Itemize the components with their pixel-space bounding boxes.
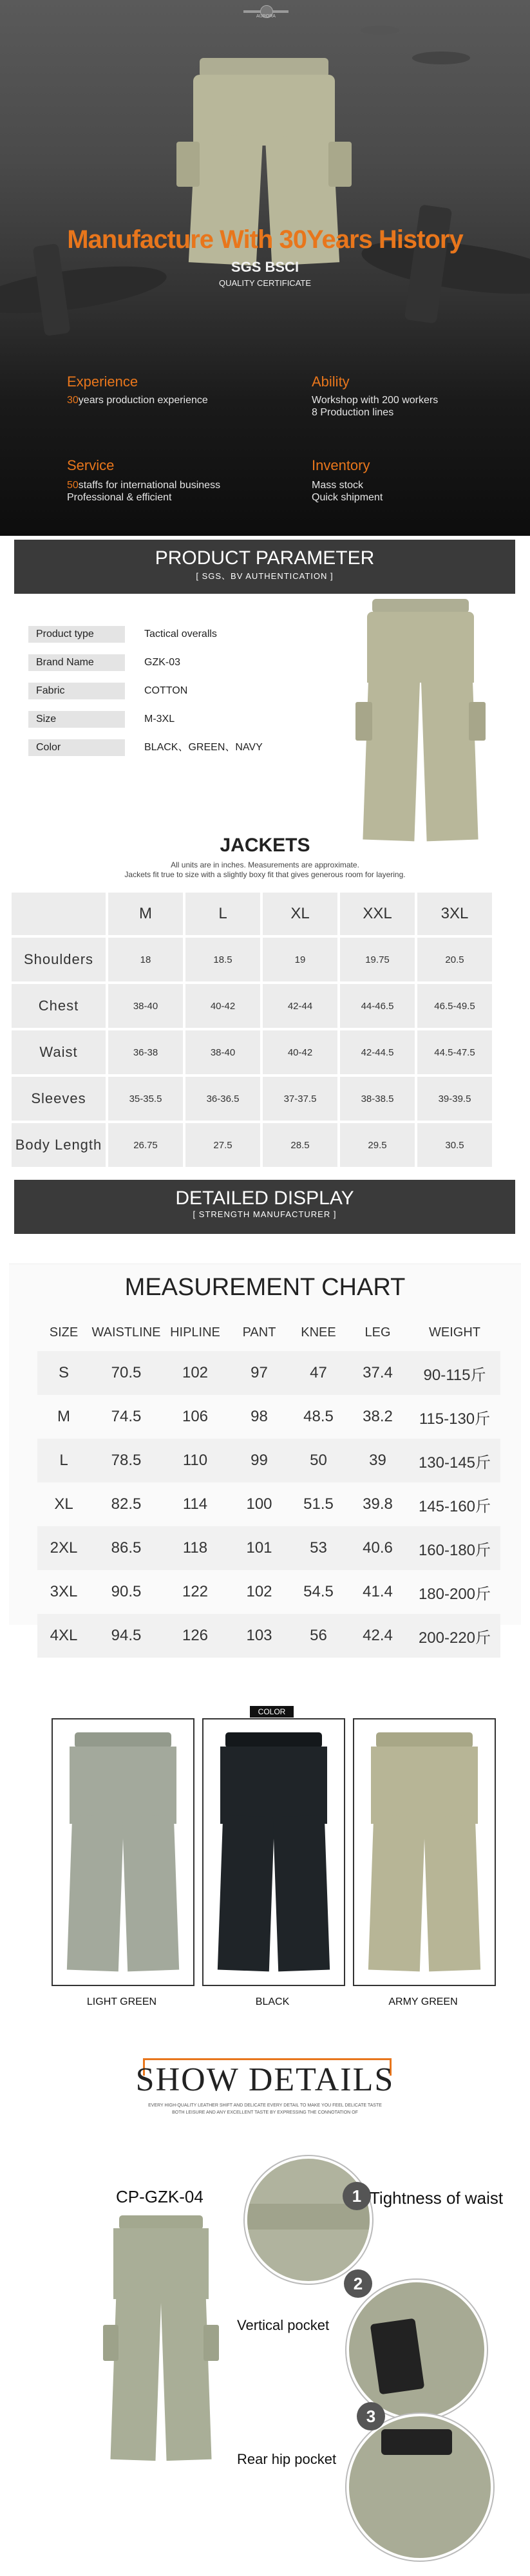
model-number: CP-GZK-04 — [116, 2187, 203, 2206]
jackets-size-table: M L XL XXL 3XL Shoulders 18 18.5 19 19.75 20.5 Chest 38-40 40-42 42-44 44-46.5 46.5-49.5 Waist 36-38 38-40 40-42 42-44.5 44.5-47.5 Sleeves 35-35.5 36-36.5 37-37.5 38-38.5 39-39.5 Body Length 26.75 27.5 28.5 29.5 30.5 — [9, 890, 495, 1170]
color-card-army-green — [353, 1718, 496, 1986]
measurement-chart-title: MEASUREMENT CHART — [124, 1274, 406, 1301]
color-caption-black: BLACK — [255, 1996, 290, 2007]
detail-circle-vertical-pocket — [346, 2280, 487, 2420]
cert-subtitle: QUALITY CERTIFICATE — [218, 278, 312, 288]
measurement-table: SIZE WAISTLINE HIPLINE PANT KNEE LEG WEIGHT S 70.5 102 97 47 37.4 90-115斤 M 74.5 106 98 48.5 38.2 115-130斤 L 78.5 110 99 50 39 130-145斤 XL 82.5 114 100 51.5 39.8 145-160斤 2XL 86.5 118 101 53 40.6 160-180斤 3XL 90.5 122 102 54.5 41.4 180-200斤 4XL 94.5 126 103 56 42.4 200-220斤 — [37, 1314, 500, 1658]
hero-title: Manufacture With 30Years History — [67, 225, 463, 254]
jackets-note-1: All units are in inches. Measurements are approximate. — [171, 860, 359, 869]
show-details-title: SHOW DETAILS — [135, 2061, 395, 2098]
detail-label-rear-hip-pocket: Rear hip pocket — [237, 2451, 337, 2467]
hero-banner: AURORA Manufacture With 30Years History SGS BSCI QUALITY CERTIFICATE Experience 30years production experience Ability Workshop with 200 workers 8 Production lines Service 50staffs for international business Professional & efficient Inventory Mass stock Quick shipment — [0, 0, 530, 536]
product-parameter-banner: PRODUCT PARAMETER [ SGS、BV AUTHENTICATION ] — [14, 540, 515, 594]
color-label: COLOR — [250, 1706, 294, 1718]
show-details-tagline-1: EVERY HIGH-QUALITY LEATHER SHIFT AND DELICATE EVERY DETAIL TO MAKE YOU FEEL DELICATE TASTE — [148, 2103, 382, 2108]
detail-circle-waist — [245, 2156, 372, 2284]
detail-pants-image — [97, 2215, 225, 2473]
product-pants-image — [353, 599, 488, 850]
jackets-title: JACKETS — [220, 835, 310, 856]
detail-badge-2: 2 — [344, 2269, 372, 2298]
detail-label-vertical-pocket: Vertical pocket — [237, 2317, 330, 2333]
detail-badge-3: 3 — [357, 2402, 385, 2430]
detail-circle-rear-hip-pocket — [346, 2414, 493, 2561]
color-card-light-green — [52, 1718, 194, 1986]
detail-badge-1: 1 — [343, 2182, 371, 2210]
color-card-black — [202, 1718, 345, 1986]
cert-line: SGS BSCI — [231, 259, 299, 275]
color-caption-light-green: LIGHT GREEN — [86, 1996, 157, 2007]
jackets-note-2: Jackets fit true to size with a slightly boxy fit that gives generous room for layering. — [124, 870, 406, 879]
show-details-tagline-2: BOTH LEISURE AND ANY EXCELLENT TASTE BY EXPRESSING THE CONNOTATION OF — [172, 2110, 358, 2115]
color-caption-army-green: ARMY GREEN — [388, 1996, 458, 2007]
brand-logo: AURORA — [243, 4, 289, 21]
detailed-display-banner: DETAILED DISPLAY [ STRENGTH MANUFACTURER ] — [14, 1180, 515, 1234]
detail-label-waist: Tightness of waist — [370, 2188, 504, 2208]
